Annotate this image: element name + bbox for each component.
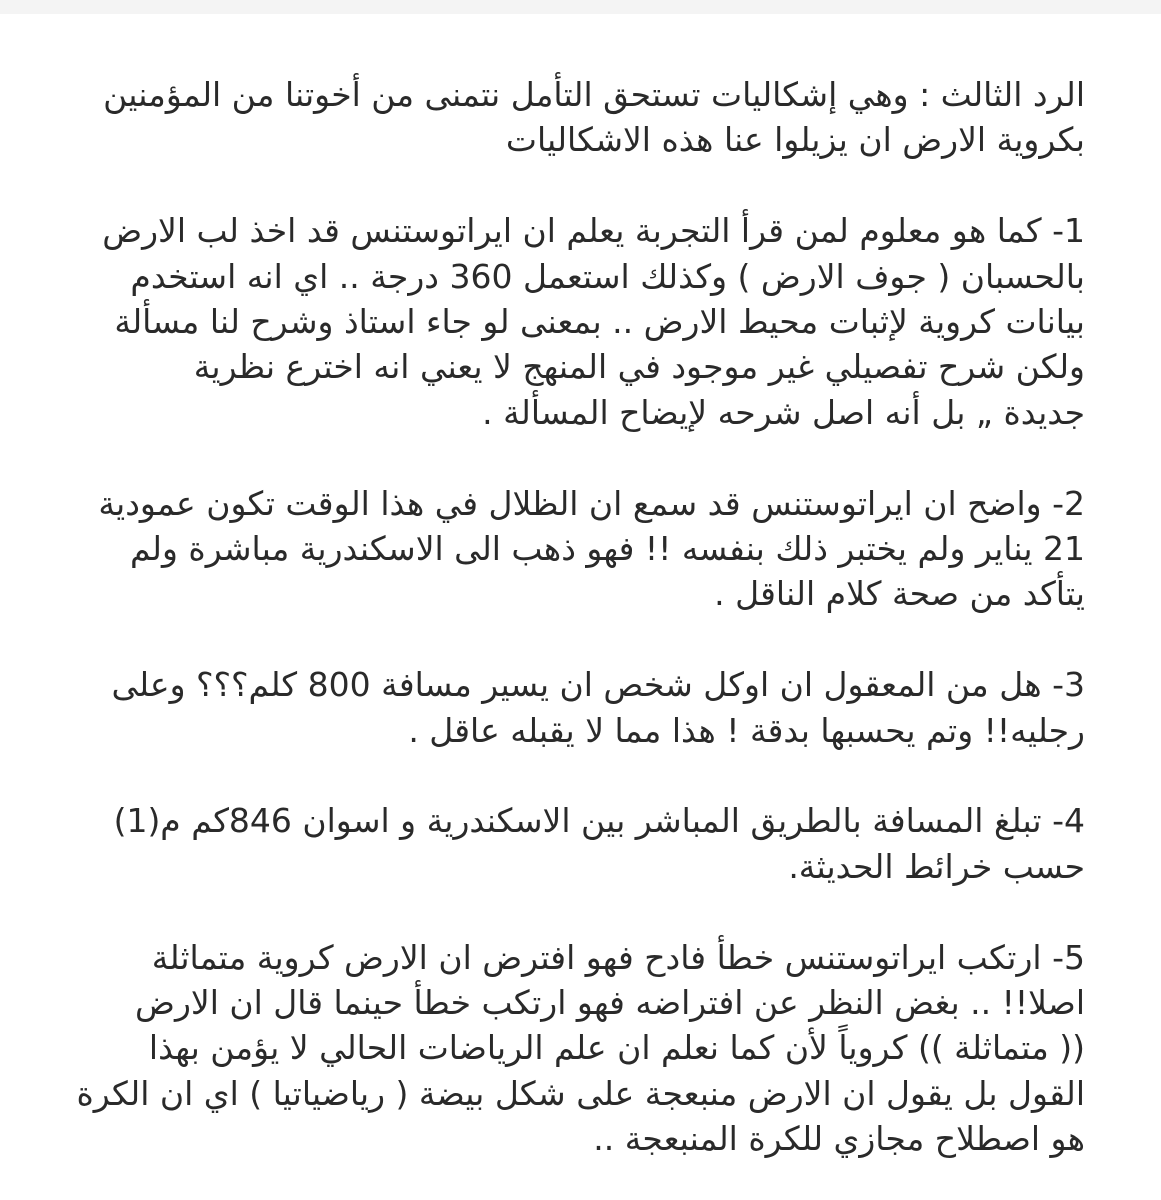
- top-edge: [0, 0, 1161, 14]
- intro-paragraph: الرد الثالث : وهي إشكاليات تستحق التأمل نتمنى من أخوتنا من المؤمنين بكروية الارض ان يزيلوا عنا هذه الاشكاليات: [103, 75, 1085, 160]
- point-4-paragraph: 4- تبلغ المسافة بالطريق المباشر بين الاسكندرية و اسوان 846كم م(1) حسب خرائط الحديثة.: [113, 801, 1085, 886]
- point-2-paragraph: 2- واضح ان ايراتوستنس قد سمع ان الظلال في هذا الوقت تكون عمودية 21 يناير ولم يختبر ذلك بنفسه !! فهو ذهب الى الاسكندرية مباشرة ولم يتأكد من صحة كلام الناقل .: [98, 483, 1085, 614]
- document-body: [70, 72, 1085, 1162]
- point-5-paragraph: 5- ارتكب ايراتوستنس خطأ فادح فهو افترض ان الارض كروية متماثلة اصلا!! .. بغض النظر عن افتراضه فهو ارتكب خطأ حينما قال ان الارض (( متماثلة )) كروياً لأن كما نعلم ان علم الرياضات الحالي لا يؤمن بهذا القول بل يقول ان الارض منبعجة على شكل بيضة ( رياضياتيا ) اي ان الكرة هو اصطلاح مجازي للكرة المنبعجة ..: [76, 937, 1085, 1159]
- point-1-paragraph: 1- كما هو معلوم لمن قرأ التجربة يعلم ان ايراتوستنس قد اخذ لب الارض بالحسبان ( جوف الارض ) وكذلك استعمل 360 درجة .. اي انه استخدم بيانات كروية لإثبات محيط الارض .. بمعنى لو جاء استاذ وشرح لنا مسألة ولكن شرح تفصيلي غير موجود في المنهج لا يعني انه اخترع نظرية جديدة „ بل أنه اصل شرحه لإيضاح المسألة .: [102, 211, 1085, 432]
- point-3-paragraph: 3- هل من المعقول ان اوكل شخص ان يسير مسافة 800 كلم؟؟؟ وعلى رجليه!! وتم يحسبها بدقة ! هذا مما لا يقبله عاقل .: [111, 665, 1085, 750]
